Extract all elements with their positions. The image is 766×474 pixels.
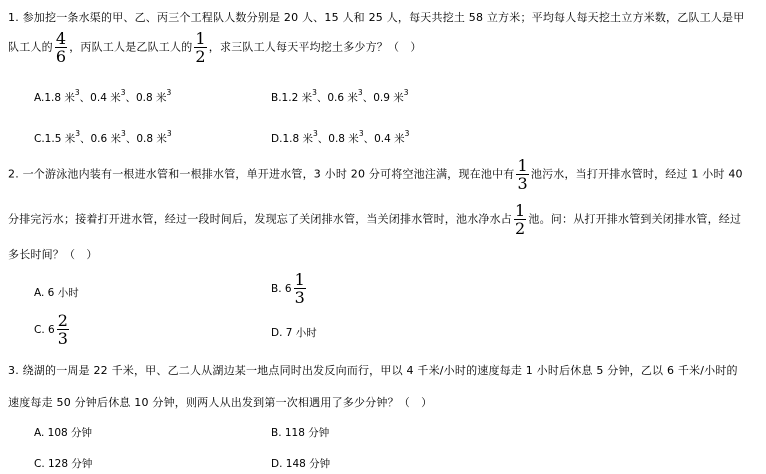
q1-option-c[interactable]: C.1.5 米$^3$、0.6 米$^3$、0.8 米$^3$ bbox=[34, 129, 172, 145]
q1-fraction-1: $\frac{4}{6}$ bbox=[55, 29, 67, 66]
q3-option-c[interactable]: C. 128 分钟 bbox=[34, 458, 93, 470]
q1-stem-line1: 1. 参加挖一条水渠的甲、乙、丙三个工程队人数分别是 20 人、15 人和 25 人，每天共挖土 58 立方米；平均每人每天挖土立方米数，乙队工人是甲 bbox=[8, 11, 745, 24]
q3-option-a[interactable]: A. 108 分钟 bbox=[34, 427, 93, 439]
q2-option-b-fraction: $\frac{1}{3}$ bbox=[294, 270, 305, 307]
q1-option-d[interactable]: D.1.8 米$^3$、0.8 米$^3$、0.4 米$^3$ bbox=[271, 129, 410, 145]
q3-stem-line1: 3. 绕湖的一周是 22 千米，甲、乙二人从湖边某一地点同时出发反向而行，甲以 4 千米/小时的速度每走 1 小时后休息 5 分钟，乙以 6 千米/小时的 bbox=[8, 364, 738, 377]
q2-option-c[interactable]: C. 6 $\frac{2}{3}$ bbox=[34, 311, 68, 348]
q2-option-a[interactable]: A. 6 小时 bbox=[34, 287, 79, 299]
q3-option-d[interactable]: D. 148 分钟 bbox=[271, 458, 331, 470]
q2-stem-text: 2. 一个游泳池内装有一根进水管和一根排水管，单开进水管，3 小时 20 分可将空池注满，现在池中有 bbox=[8, 167, 515, 181]
q2-stem-line3: 多长时间？（ ） bbox=[8, 248, 98, 261]
q2-option-b[interactable]: B. 6 $\frac{1}{3}$ bbox=[271, 270, 305, 307]
q2-stem-text: 分排完污水；接着打开进水管，经过一段时间后，发现忘了关闭排水管，当关闭排水管时，池水净水占 bbox=[8, 212, 512, 226]
q2-stem-line2 bbox=[8, 202, 741, 237]
q1-option-a[interactable]: A.1.8 米$^3$、0.4 米$^3$、0.8 米$^3$ bbox=[34, 88, 172, 104]
q1-fraction-2: $\frac{1}{2}$ bbox=[195, 29, 206, 66]
q2-stem-text: 池污水，当打开排水管时，经过 1 小时 40 bbox=[530, 167, 743, 181]
q2-stem-line1 bbox=[8, 157, 743, 192]
q2-stem-text: 池。问：从打开排水管到关闭排水管，经过 bbox=[528, 212, 742, 226]
q1-stem-text: 队工人的 bbox=[8, 40, 53, 54]
q2-option-c-fraction: $\frac{2}{3}$ bbox=[57, 311, 68, 348]
q2-fraction-1: $\frac{1}{3}$ bbox=[517, 156, 528, 193]
q1-stem-line2 bbox=[8, 30, 422, 65]
q3-option-b[interactable]: B. 118 分钟 bbox=[271, 427, 330, 439]
q2-fraction-2: $\frac{1}{2}$ bbox=[515, 201, 526, 238]
q1-option-b[interactable]: B.1.2 米$^3$、0.6 米$^3$、0.9 米$^3$ bbox=[271, 88, 409, 104]
q2-option-d[interactable]: D. 7 小时 bbox=[271, 327, 317, 339]
q1-stem-text: ，丙队工人是乙队工人的 bbox=[69, 40, 193, 54]
q3-stem-line2: 速度每走 50 分钟后休息 10 分钟，则两人从出发到第一次相遇用了多少分钟？（ ） bbox=[8, 396, 433, 409]
q1-stem-text: ，求三队工人每天平均挖土多少方？（ ） bbox=[208, 40, 422, 54]
